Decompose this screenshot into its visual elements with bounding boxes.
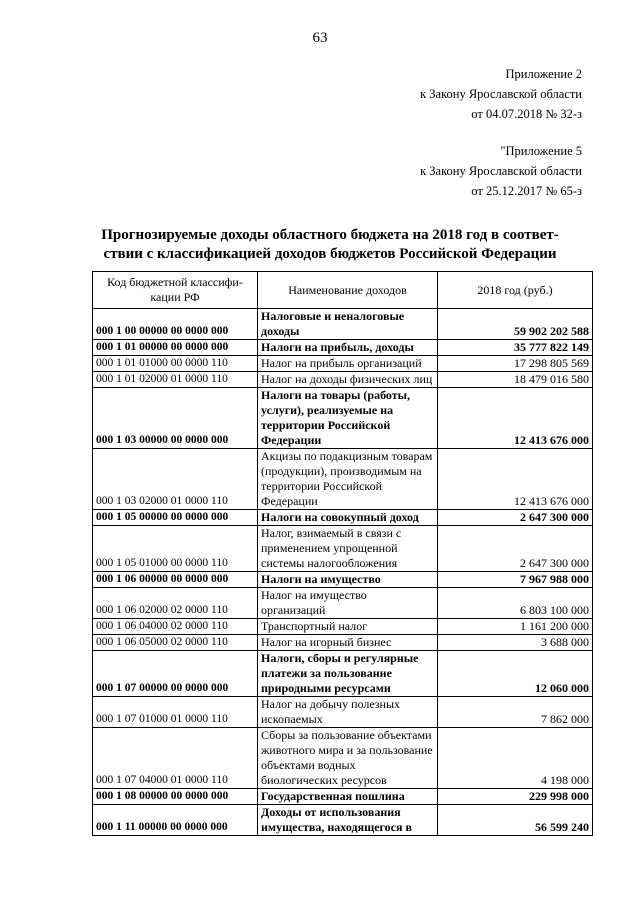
row-amount: 12 413 676 000 xyxy=(438,388,593,449)
header-amount: 2018 год (руб.) xyxy=(438,272,593,309)
header-code: Код бюджетной классифи-кации РФ xyxy=(93,272,258,309)
row-code: 000 1 00 00000 00 0000 000 xyxy=(93,309,258,340)
table-row xyxy=(93,805,593,836)
row-name: Акцизы по подакцизным товарам (продукции), производимым на территории Российской Федерации xyxy=(258,449,438,510)
row-name: Налоговые и неналоговые доходы xyxy=(258,309,438,340)
annex-current-date: от 04.07.2018 № 32-з xyxy=(471,107,582,121)
table-row xyxy=(93,651,593,697)
row-code: 000 1 06 00000 00 0000 000 xyxy=(93,572,258,588)
revenue-table xyxy=(92,271,593,836)
annex-original-title: "Приложение 5 xyxy=(500,144,582,158)
row-name: Налог на имущество организаций xyxy=(258,588,438,619)
row-name: Сборы за пользование объектами животного мира и за пользование объектами водных биологических ресурсов xyxy=(258,728,438,789)
row-code: 000 1 07 00000 00 0000 000 xyxy=(93,651,258,697)
row-amount: 2 647 300 000 xyxy=(438,526,593,572)
row-code: 000 1 06 05000 02 0000 110 xyxy=(93,635,258,651)
row-amount: 18 479 016 580 xyxy=(438,372,593,388)
row-amount: 12 413 676 000 xyxy=(438,449,593,510)
table-row xyxy=(93,449,593,510)
table-row xyxy=(93,340,593,356)
row-amount: 17 298 805 569 xyxy=(438,356,593,372)
annex-original xyxy=(420,141,582,201)
page-number: 63 xyxy=(312,30,328,46)
row-amount: 56 599 240 xyxy=(438,805,593,836)
row-name: Налоги на имущество xyxy=(258,572,438,588)
table-body xyxy=(93,309,593,836)
row-amount: 6 803 100 000 xyxy=(438,588,593,619)
annex-current xyxy=(420,64,582,124)
table-row xyxy=(93,372,593,388)
row-amount: 35 777 822 149 xyxy=(438,340,593,356)
row-code: 000 1 03 02000 01 0000 110 xyxy=(93,449,258,510)
document-title xyxy=(80,226,580,264)
row-code: 000 1 07 01000 01 0000 110 xyxy=(93,697,258,728)
row-name: Транспортный налог xyxy=(258,619,438,635)
row-code: 000 1 11 00000 00 0000 000 xyxy=(93,805,258,836)
table-row xyxy=(93,588,593,619)
annex-current-law: к Закону Ярославской области xyxy=(420,87,582,101)
row-amount: 59 902 202 588 xyxy=(438,309,593,340)
row-code: 000 1 05 00000 00 0000 000 xyxy=(93,510,258,526)
table-row xyxy=(93,510,593,526)
row-code: 000 1 01 01000 00 0000 110 xyxy=(93,356,258,372)
table-row xyxy=(93,309,593,340)
table-row xyxy=(93,619,593,635)
table-row xyxy=(93,635,593,651)
row-amount: 1 161 200 000 xyxy=(438,619,593,635)
row-name: Налог на доходы физических лиц xyxy=(258,372,438,388)
row-name: Налог на прибыль организаций xyxy=(258,356,438,372)
table-row xyxy=(93,388,593,449)
row-name: Налог на добычу полезных ископаемых xyxy=(258,697,438,728)
row-amount: 2 647 300 000 xyxy=(438,510,593,526)
annex-original-date: от 25.12.2017 № 65-з xyxy=(471,184,582,198)
row-code: 000 1 07 04000 01 0000 110 xyxy=(93,728,258,789)
row-code: 000 1 06 04000 02 0000 110 xyxy=(93,619,258,635)
row-code: 000 1 06 02000 02 0000 110 xyxy=(93,588,258,619)
header-name: Наименование доходов xyxy=(258,272,438,309)
row-code: 000 1 08 00000 00 0000 000 xyxy=(93,789,258,805)
row-code: 000 1 01 00000 00 0000 000 xyxy=(93,340,258,356)
table-row xyxy=(93,572,593,588)
table-row xyxy=(93,728,593,789)
table-row xyxy=(93,356,593,372)
document-title-line2: ствии с классификацией доходов бюджетов Российской Федерации xyxy=(103,246,557,262)
row-code: 000 1 05 01000 00 0000 110 xyxy=(93,526,258,572)
row-amount: 12 060 000 xyxy=(438,651,593,697)
row-name: Налоги на прибыль, доходы xyxy=(258,340,438,356)
row-amount: 7 862 000 xyxy=(438,697,593,728)
row-name: Налоги на совокупный доход xyxy=(258,510,438,526)
row-amount: 229 998 000 xyxy=(438,789,593,805)
row-name: Доходы от использования имущества, находящегося в xyxy=(258,805,438,836)
annex-original-law: к Закону Ярославской области xyxy=(420,164,582,178)
table-row xyxy=(93,526,593,572)
row-amount: 7 967 988 000 xyxy=(438,572,593,588)
document-title-line1: Прогнозируемые доходы областного бюджета на 2018 год в соответ- xyxy=(101,227,559,243)
row-code: 000 1 03 00000 00 0000 000 xyxy=(93,388,258,449)
row-name: Государственная пошлина xyxy=(258,789,438,805)
row-amount: 4 198 000 xyxy=(438,728,593,789)
row-name: Налог, взимаемый в связи с применением упрощенной системы налогообложения xyxy=(258,526,438,572)
row-name: Налоги на товары (работы, услуги), реализуемые на территории Российской Федерации xyxy=(258,388,438,449)
row-name: Налог на игорный бизнес xyxy=(258,635,438,651)
row-name: Налоги, сборы и регулярные платежи за пользование природными ресурсами xyxy=(258,651,438,697)
table-row xyxy=(93,789,593,805)
row-code: 000 1 01 02000 01 0000 110 xyxy=(93,372,258,388)
annex-current-title: Приложение 2 xyxy=(505,67,582,81)
table-header-row xyxy=(93,272,593,309)
row-amount: 3 688 000 xyxy=(438,635,593,651)
table-row xyxy=(93,697,593,728)
